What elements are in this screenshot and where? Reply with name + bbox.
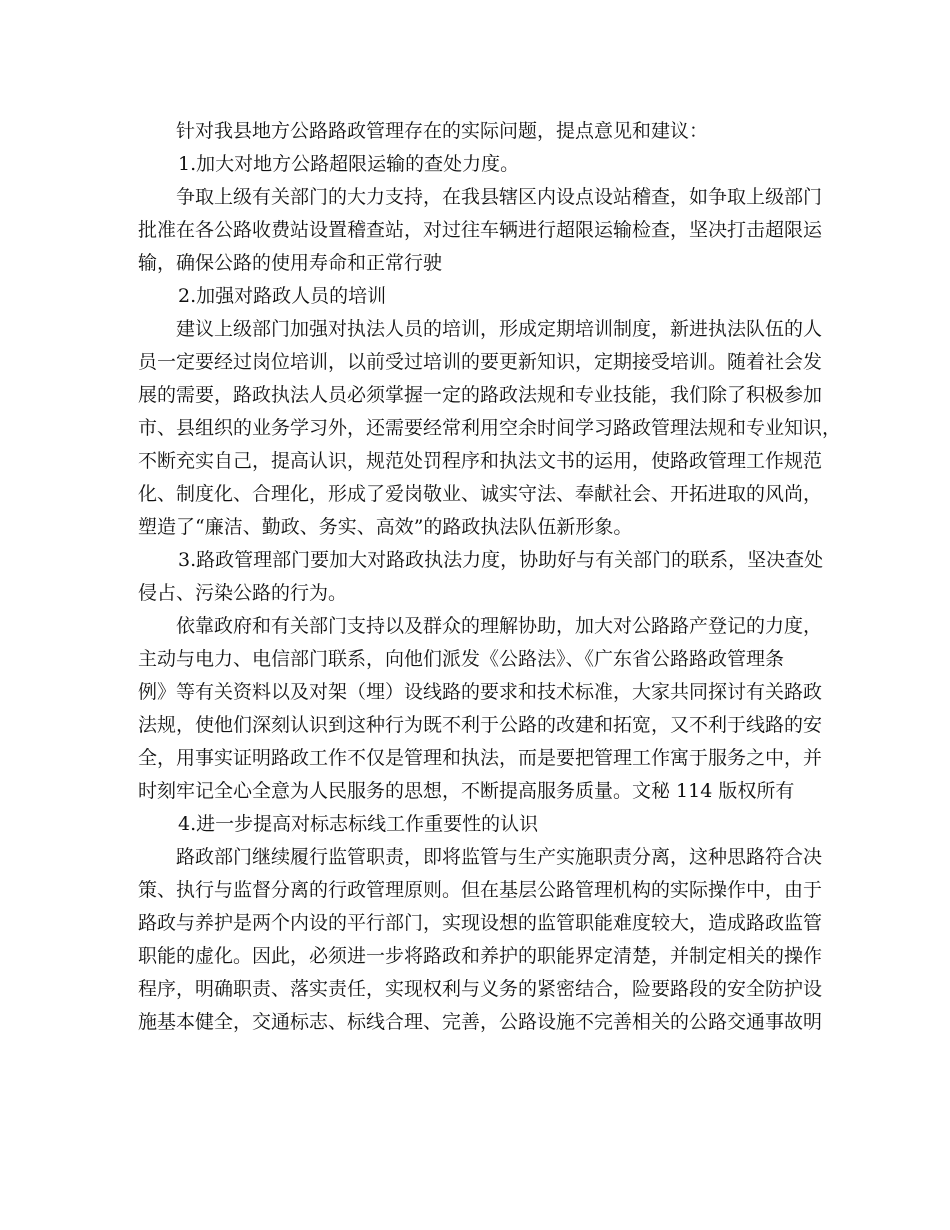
text-line: 建议上级部门加强对执法人员的培训，形成定期培训制度，新进执法队伍的人 [176,318,823,340]
text-line: 展的需要，路政执法人员必须掌握一定的路政法规和专业技能，我们除了积极参加 [138,384,823,406]
section-heading: 1.加大对地方公路超限运输的查处力度。 [178,153,520,175]
text-line: 施基本健全，交通标志、标线合理、完善，公路设施不完善相关的公路交通事故明 [138,1011,823,1033]
text-line: 依靠政府和有关部门支持以及群众的理解协助，加大对公路路产登记的力度， [176,615,823,637]
text-line: 不断充实自己，提高认识，规范处罚程序和执法文书的运用，使路政管理工作规范 [138,450,823,472]
text-line: 例》等有关资料以及对架（埋）设线路的要求和技术标准，大家共同探讨有关路政 [138,681,823,703]
text-line: 程序，明确职责、落实责任，实现权利与义务的紧密结合，险要路段的安全防护设 [138,978,823,1000]
text-line: 职能的虚化。因此，必须进一步将路政和养护的职能界定清楚，并制定相关的操作 [138,945,823,967]
text-line: 化、制度化、合理化，形成了爱岗敬业、诚实守法、奉献社会、开拓进取的风尚， [138,483,823,505]
text-line: 塑造了“廉洁、勤政、务实、高效”的路政执法队伍新形象。 [138,516,633,538]
text-line: 针对我县地方公路路政管理存在的实际问题，提点意见和建议： [176,120,709,142]
text-line: 时刻牢记全心全意为人民服务的思想，不断提高服务质量。文秘 114 版权所有 [138,780,795,802]
text-line: 法规，使他们深刻认识到这种行为既不利于公路的改建和拓宽，又不利于线路的安 [138,714,823,736]
section-heading: 3.路政管理部门要加大对路政执法力度，协助好与有关部门的联系，坚决查处 [178,549,824,571]
text-line: 输，确保公路的使用寿命和正常行驶 [138,252,443,274]
text-line: 策、执行与监督分离的行政管理原则。但在基层公路管理机构的实际操作中，由于 [138,879,823,901]
text-line: 主动与电力、电信部门联系，向他们派发《公路法》、《广东省公路路政管理条 [138,648,785,670]
section-heading: 侵占、污染公路的行为。 [138,582,348,604]
text-line: 路政部门继续履行监管职责，即将监管与生产实施职责分离，这种思路符合决 [176,846,823,868]
section-heading: 4.进一步提高对标志标线工作重要性的认识 [178,813,539,835]
text-line: 员一定要经过岗位培训，以前受过培训的要更新知识，定期接受培训。随着社会发 [138,351,823,373]
text-line: 批准在各公路收费站设置稽查站，对过往车辆进行超限运输检查，坚决打击超限运 [138,219,823,241]
text-line: 路政与养护是两个内设的平行部门，实现设想的监管职能难度较大，造成路政监管 [138,912,823,934]
text-line: 市、县组织的业务学习外，还需要经常利用空余时间学习路政管理法规和专业知识， [138,417,842,439]
text-line: 争取上级有关部门的大力支持，在我县辖区内设点设站稽查，如争取上级部门 [176,186,823,208]
text-line: 全，用事实证明路政工作不仅是管理和执法，而是要把管理工作寓于服务之中，并 [138,747,823,769]
section-heading: 2.加强对路政人员的培训 [178,285,387,307]
